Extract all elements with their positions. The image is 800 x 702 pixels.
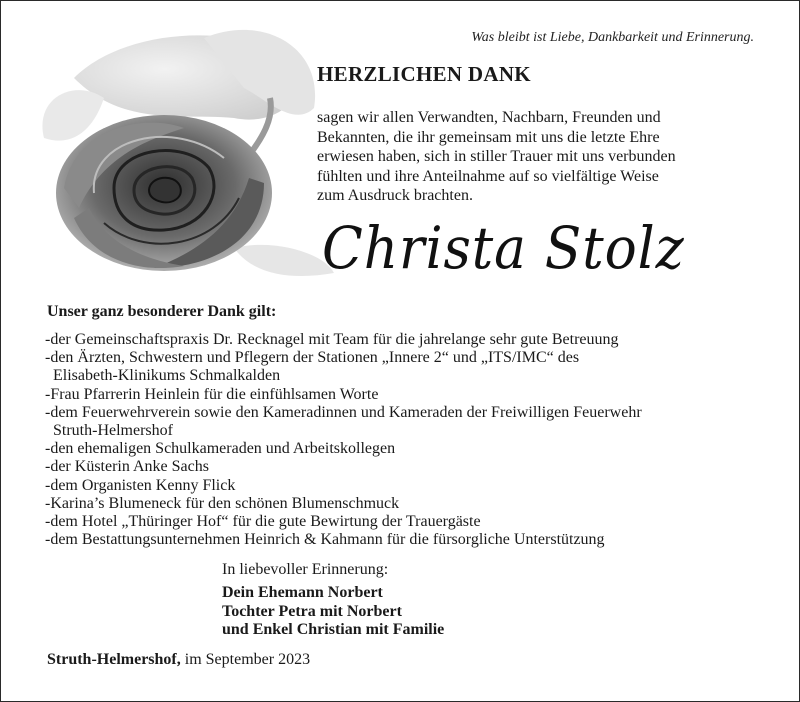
thanks-item: -den Ärzten, Schwestern und Pflegern der Stationen „Innere 2“ und „ITS/IMC“ des — [45, 349, 580, 367]
family-line: Dein Ehemann Norbert — [222, 584, 383, 601]
thanks-item: -Karina’s Blumeneck für den schönen Blumenschmuck — [45, 494, 400, 512]
thanks-item: -dem Bestattungsunternehmen Heinrich & Kahmann für die fürsorgliche Unterstützung — [45, 531, 605, 549]
motto-text: Was bleibt ist Liebe, Dankbarkeit und Erinnerung. — [471, 30, 754, 45]
thanks-item: -den ehemaligen Schulkameraden und Arbeitskollegen — [45, 440, 396, 458]
intro-line: zum Ausdruck brachten. — [317, 187, 473, 204]
thanks-item: -dem Feuerwehrverein sowie den Kameradinnen und Kameraden der Freiwilligen Feuerwehr — [45, 403, 642, 421]
thanks-item: -dem Hotel „Thüringer Hof“ für die gute Bewirtung der Trauergäste — [45, 513, 481, 531]
place-name: Struth-Helmershof, — [47, 651, 181, 668]
thanks-item: -der Küsterin Anke Sachs — [45, 458, 209, 476]
family-signatures — [222, 584, 444, 640]
thanks-list — [45, 331, 642, 549]
intro-line: sagen wir allen Verwandten, Nachbarn, Freunden und — [317, 109, 661, 126]
memory-label: In liebevoller Erinnerung: — [222, 561, 389, 578]
intro-line: erwiesen haben, sich in stiller Trauer mit uns verbunden — [317, 148, 676, 165]
thanks-item: -dem Organisten Kenny Flick — [45, 476, 236, 494]
date-text: im September 2023 — [184, 651, 311, 668]
intro-paragraph — [317, 108, 737, 206]
thanks-item-continuation: Struth-Helmershof — [53, 422, 173, 440]
thanks-item-continuation: Elisabeth-Klinikums Schmalkalden — [53, 367, 281, 385]
special-thanks-heading: Unser ganz besonderer Dank gilt: — [47, 303, 277, 320]
place-date — [47, 651, 310, 669]
thanks-item: -der Gemeinschaftspraxis Dr. Recknagel mit Team für die jahrelange sehr gute Betreuung — [45, 331, 619, 348]
intro-line: Bekannten, die ihr gemeinsam mit uns die letzte Ehre — [317, 128, 660, 146]
intro-line: fühlten und ihre Anteilnahme auf so vielfältige Weise — [317, 167, 659, 185]
family-line: und Enkel Christian mit Familie — [222, 621, 445, 638]
rose-image — [34, 18, 334, 280]
deceased-name: Christa Stolz — [322, 214, 685, 282]
thanks-item: -Frau Pfarrerin Heinlein für die einfühlsamen Worte — [45, 385, 379, 403]
family-line: Tochter Petra mit Norbert — [222, 602, 402, 620]
heading-title: HERZLICHEN DANK — [317, 62, 531, 86]
